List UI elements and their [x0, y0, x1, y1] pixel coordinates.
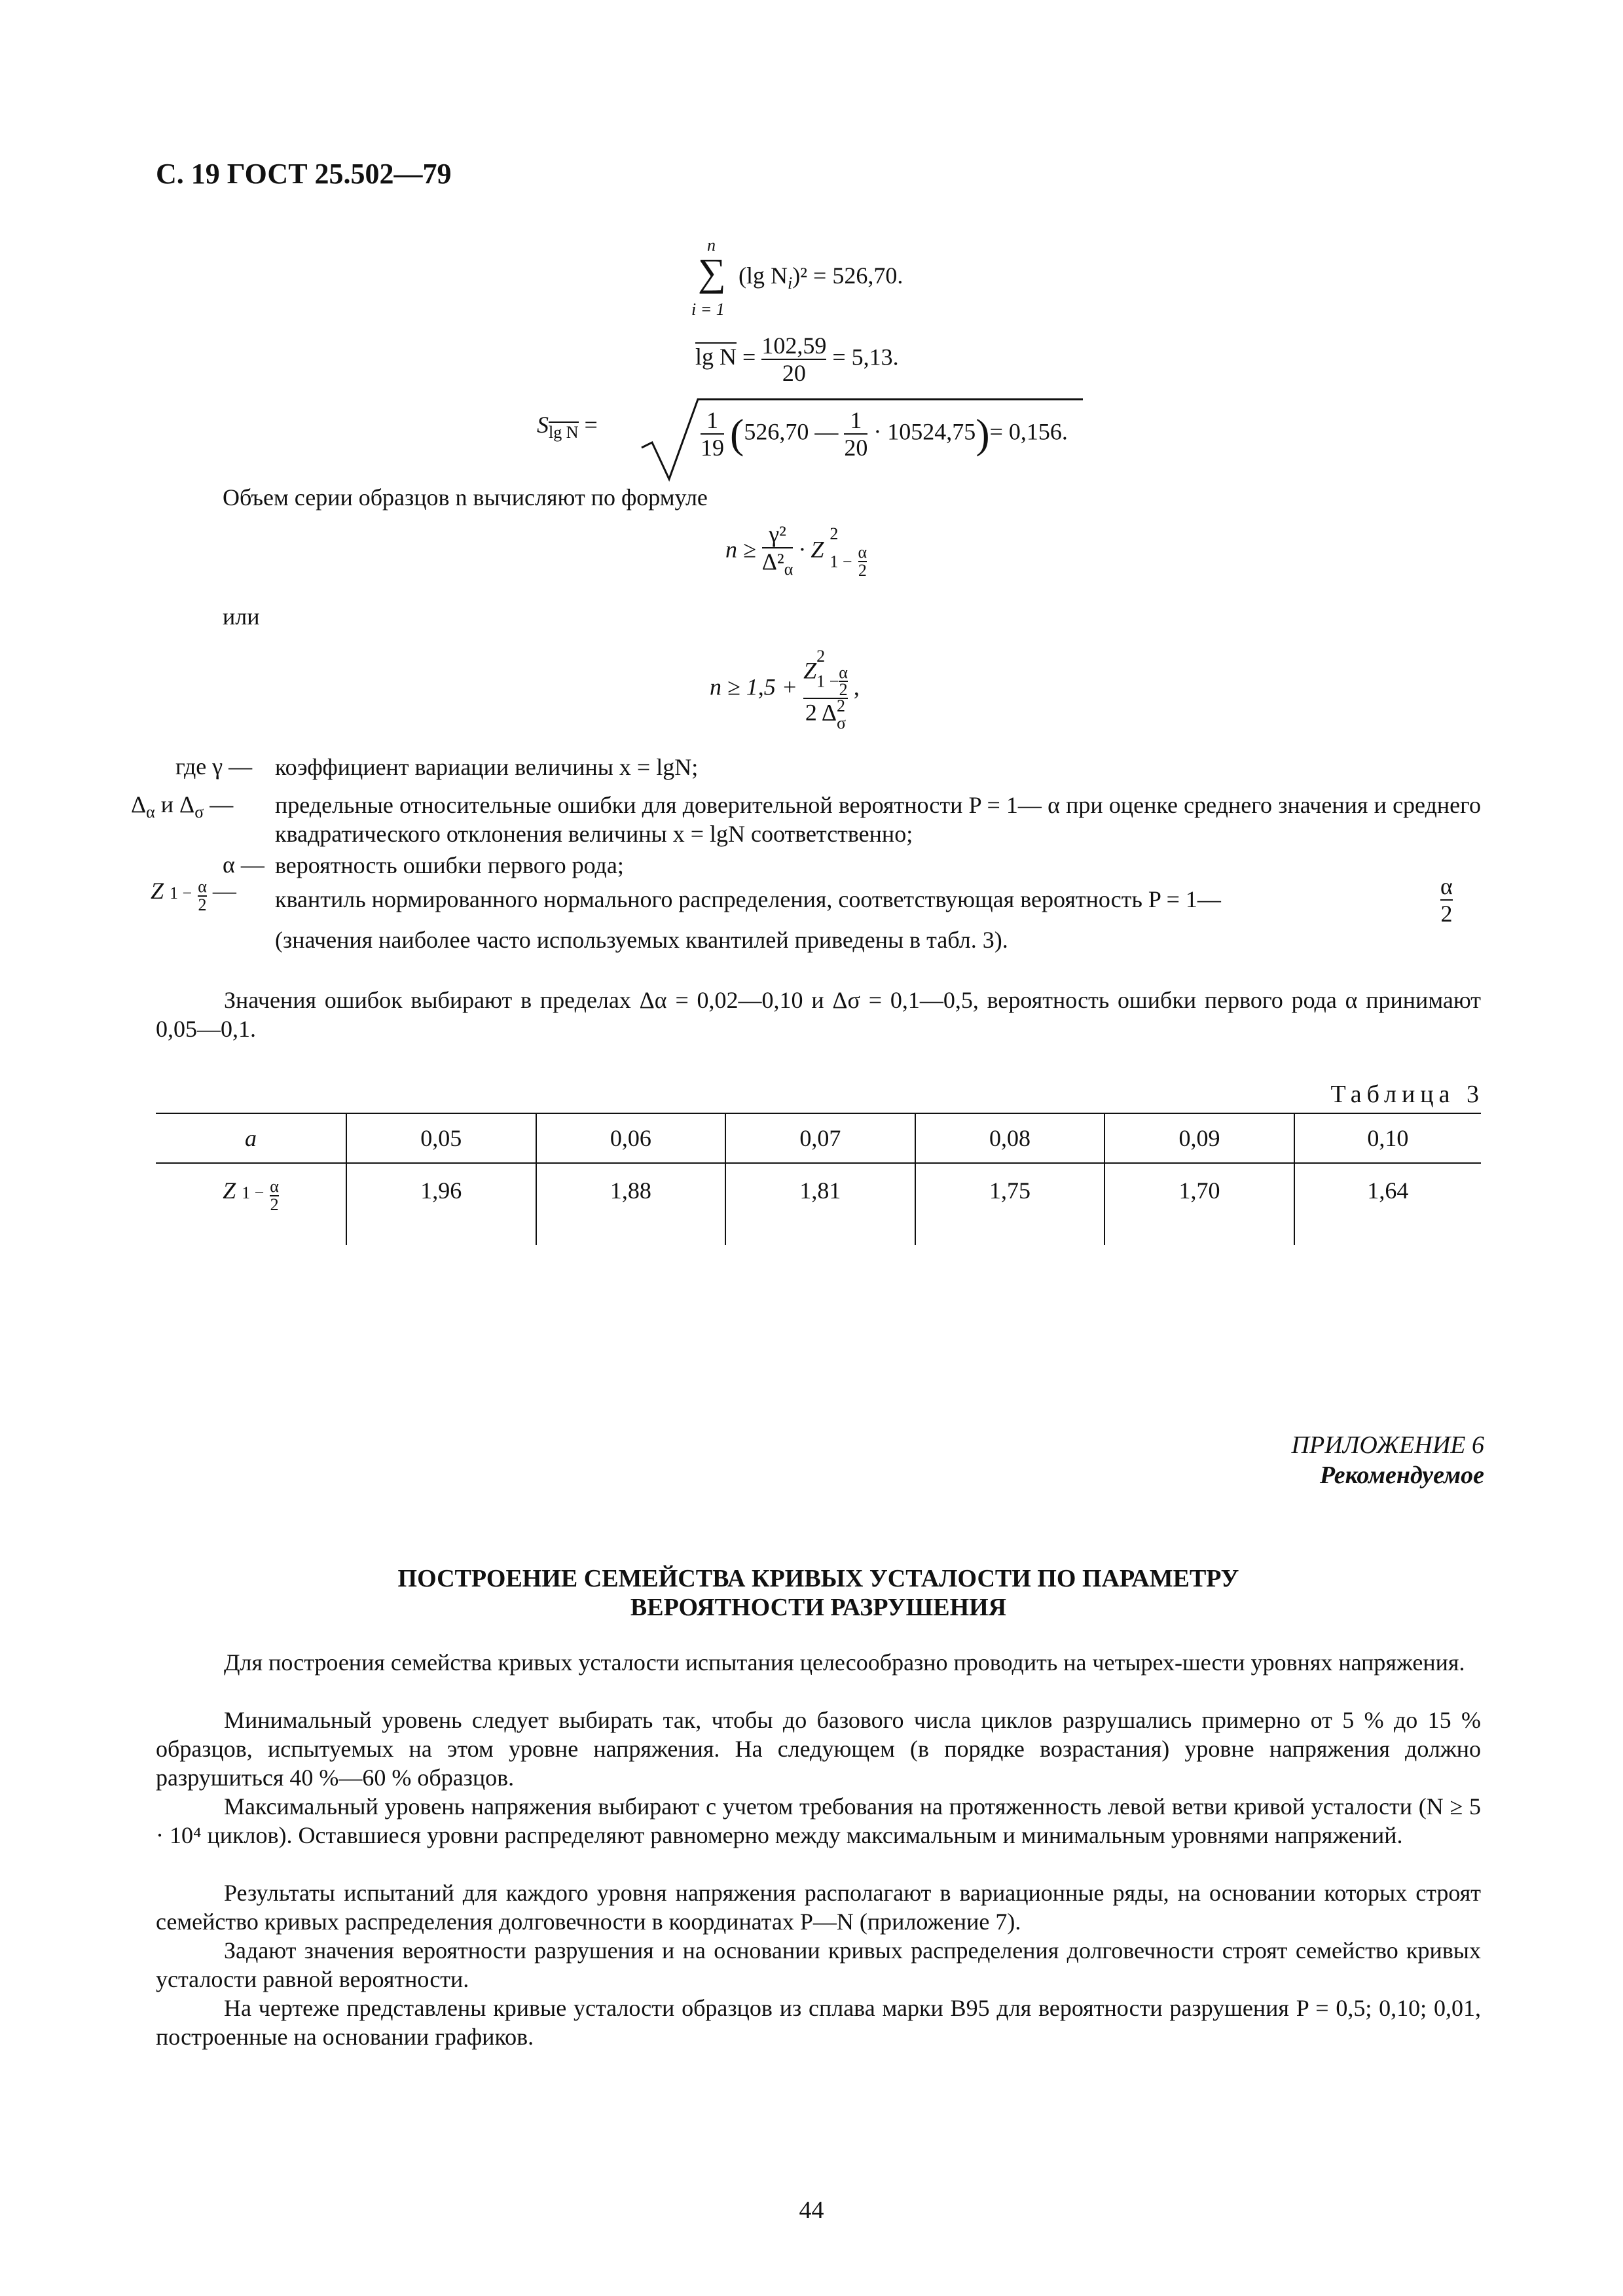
appendix-title-line-2: ВЕРОЯТНОСТИ РАЗРУШЕНИЯ — [630, 1594, 1007, 1621]
def-term-gamma: где γ — — [175, 753, 253, 780]
def-term-z-num: α — [198, 877, 207, 896]
n2-num-wrap — [803, 648, 848, 698]
def-term-z-dash: — — [212, 878, 236, 904]
or-label: или — [223, 603, 260, 630]
std-f1-num: 1 — [706, 407, 718, 433]
appendix-paragraph-6: На чертеже представлены кривые усталости образцов из сплава марки В95 для вероятности разрушения P = 0,5; 0,10; 0,01, построенные на основании графиков. — [156, 1995, 1481, 2050]
mean-lhs: lg N — [695, 344, 737, 370]
def-desc-alpha: вероятность ошибки первого рода; — [275, 852, 624, 878]
mean-den: 20 — [761, 359, 826, 386]
def-term-delta-b-sub: σ — [194, 802, 204, 822]
n1-sub-frac — [858, 544, 867, 579]
sum-sub: i — [788, 274, 793, 293]
std-f2-num: 1 — [850, 407, 862, 433]
std-eq: = — [584, 412, 598, 438]
appendix-title-line-1: ПОСТРОЕНИЕ СЕМЕЙСТВА КРИВЫХ УСТАЛОСТИ ПО ПАРАМЕТРУ — [397, 1565, 1239, 1592]
n1-num: γ² — [769, 521, 786, 547]
def-term-z-sub: 1 − — [170, 884, 192, 903]
table-cell: 0,09 — [1104, 1113, 1294, 1163]
table-head-label: a — [156, 1113, 346, 1163]
table-cell: 1,70 — [1104, 1163, 1294, 1245]
def-desc-delta: предельные относительные ошибки для доверительной вероятности P = 1— α при оценке среднего значения и среднего квадратического отклонения величины x = lgN соответственно; — [275, 792, 1481, 847]
def-term-delta-a: Δ — [131, 791, 147, 817]
n1-sup: 2 — [830, 524, 839, 544]
def-term-delta-dash: — — [204, 791, 234, 817]
appendix-status: Рекомендуемое — [1319, 1462, 1484, 1489]
n1-fraction — [762, 521, 793, 583]
def-desc-z: квантиль нормированного нормального распределения, соответствующая вероятность P = 1— — [275, 886, 1221, 912]
std-result: = 0,156. — [989, 418, 1068, 445]
def-term-z-letter: Z — [151, 878, 164, 904]
mean-result: = 5,13. — [832, 344, 899, 370]
n1-den-wrap — [762, 547, 793, 583]
table-cell: 0,07 — [725, 1113, 915, 1163]
table-row — [156, 1163, 1481, 1245]
table-cell: 0,05 — [346, 1113, 536, 1163]
table-z-letter: Z — [223, 1177, 236, 1204]
sum-lower-limit: i = 1 — [691, 300, 725, 319]
def-z-fraction — [1440, 873, 1453, 927]
def-term-alpha: α — — [223, 852, 264, 878]
sum-sign: ∑ — [698, 251, 726, 294]
table-cell: 1,75 — [915, 1163, 1105, 1245]
table-row — [156, 1113, 1481, 1163]
n2-den: 2 Δ — [805, 699, 837, 726]
table-z-sub: 1 − — [242, 1183, 264, 1202]
n2-lhs: n ≥ 1,5 + — [710, 673, 798, 700]
std-a: 526,70 — — [744, 418, 839, 445]
n2-num-sup: 2 — [816, 647, 826, 666]
n2-num-sub-frac — [839, 665, 848, 698]
table-data-label — [156, 1163, 346, 1245]
def-desc-gamma: коэффициент вариации величины x = lgN; — [275, 754, 699, 780]
std-fraction-2 — [844, 407, 867, 461]
n1-sub-num: α — [858, 543, 867, 562]
std-fraction-1 — [701, 407, 724, 461]
n-formula-1 — [725, 521, 867, 583]
errors-paragraph: Значения ошибок выбирают в пределах Δα = 0,02—0,10 и Δσ = 0,1—0,5, вероятность ошибки первого рода α принимают 0,05—0,1. — [156, 987, 1481, 1042]
paren-open: ( — [730, 410, 744, 457]
appendix-paragraph-3: Максимальный уровень напряжения выбирают с учетом требования на протяженность левой ветви кривой усталости (N ≥ 5 · 10⁴ циклов). Оставшиеся уровни распределяют равномерно между максимальным и минимальным уровнями напряжений. — [156, 1793, 1481, 1848]
n1-sub: 1 − — [830, 552, 852, 571]
table-cell: 1,81 — [725, 1163, 915, 1245]
table-cell: 1,64 — [1294, 1163, 1481, 1245]
std-formula — [537, 411, 598, 442]
n1-sub-den: 2 — [858, 561, 867, 581]
mean-fraction — [761, 332, 826, 386]
def-z-den: 2 — [1440, 901, 1453, 927]
table-z-frac — [270, 1178, 279, 1213]
table-cell: 1,88 — [536, 1163, 726, 1245]
sum-result: )² = 526,70. — [792, 262, 903, 289]
n2-num: Z — [803, 657, 817, 684]
n-formula-2 — [710, 648, 860, 730]
volume-intro: Объем серии образцов n вычисляют по формуле — [223, 484, 708, 511]
def-term-z-den: 2 — [198, 895, 207, 914]
std-f1-den: 19 — [701, 435, 724, 461]
n2-num-sub-den: 2 — [839, 680, 848, 699]
page-header: С. 19 ГОСТ 25.502—79 — [156, 158, 452, 190]
sum-expr: (lg N — [739, 262, 788, 289]
quantile-table — [156, 1113, 1481, 1245]
appendix-label: ПРИЛОЖЕНИЕ 6 — [1291, 1431, 1484, 1459]
n2-den-wrap — [803, 698, 848, 730]
n2-num-scripts — [816, 648, 848, 698]
def-term-z — [151, 877, 236, 914]
n1-den: Δ² — [761, 548, 784, 575]
appendix-paragraph-5: Задают значения вероятности разрушения и на основании кривых распределения долговечности строят семейство кривых усталости равной вероятности. — [156, 1937, 1481, 1992]
n1-lhs: n ≥ — [725, 536, 756, 563]
sum-formula — [739, 262, 903, 293]
def-desc-z-frac — [1440, 873, 1453, 927]
table-cell: 0,06 — [536, 1113, 726, 1163]
page-number: 44 — [799, 2197, 824, 2224]
std-label: S — [537, 412, 549, 438]
def-term-z-frac — [198, 878, 207, 914]
def-term-delta — [131, 791, 233, 822]
n2-num-sub-num: α — [839, 663, 848, 682]
n1-mid: · Z — [799, 536, 824, 563]
mean-eq: = — [742, 344, 756, 370]
appendix-paragraph-1: Для построения семейства кривых усталости испытания целесообразно проводить на четырех-шести уровнях напряжения. — [224, 1649, 1465, 1676]
n2-den-sub: σ — [837, 713, 847, 732]
table-cell: 0,08 — [915, 1113, 1105, 1163]
def-desc-z-cont: (значения наиболее часто используемых квантилей приведены в табл. 3). — [275, 927, 1008, 953]
appendix-paragraph-4: Результаты испытаний для каждого уровня напряжения располагают в вариационные ряды, на основании которых строят семейство кривых распределения долговечности в координатах P—N (приложение 7). — [156, 1880, 1481, 1935]
std-sub: lg N — [549, 423, 579, 442]
n2-den-scripts — [837, 696, 847, 732]
mean-formula — [695, 332, 899, 386]
def-term-delta-b: и Δ — [155, 791, 195, 817]
n2-fraction — [803, 648, 848, 730]
sum-upper-limit: n — [707, 236, 716, 255]
table-z-num: α — [270, 1177, 279, 1196]
std-f2-den: 20 — [844, 435, 868, 461]
def-z-num: α — [1440, 873, 1453, 899]
n2-num-sub: 1 − — [816, 672, 839, 691]
n1-den-sub: α — [784, 560, 793, 579]
n2-tail: , — [853, 673, 860, 700]
table-z-den: 2 — [270, 1195, 279, 1214]
n2-den-sup: 2 — [837, 696, 846, 715]
paren-close: ) — [976, 410, 990, 457]
table-cell: 0,10 — [1294, 1113, 1481, 1163]
table-cell: 1,96 — [346, 1163, 536, 1245]
table-caption: Таблица 3 — [1330, 1081, 1484, 1108]
std-b: · 10524,75 — [873, 418, 976, 445]
appendix-paragraph-2: Минимальный уровень следует выбирать так, чтобы до базового числа циклов разрушались примерно от 5 % до 15 % образцов, испытуемых на этом уровне напряжения. На следующем (в порядке возрастания) уровне напряжения должно разрушиться 40 %—60 % образцов. — [156, 1707, 1481, 1791]
def-term-delta-a-sub: α — [146, 802, 155, 822]
std-radicand — [701, 407, 1068, 461]
mean-num: 102,59 — [761, 332, 827, 359]
n1-sup-sub — [830, 524, 867, 579]
